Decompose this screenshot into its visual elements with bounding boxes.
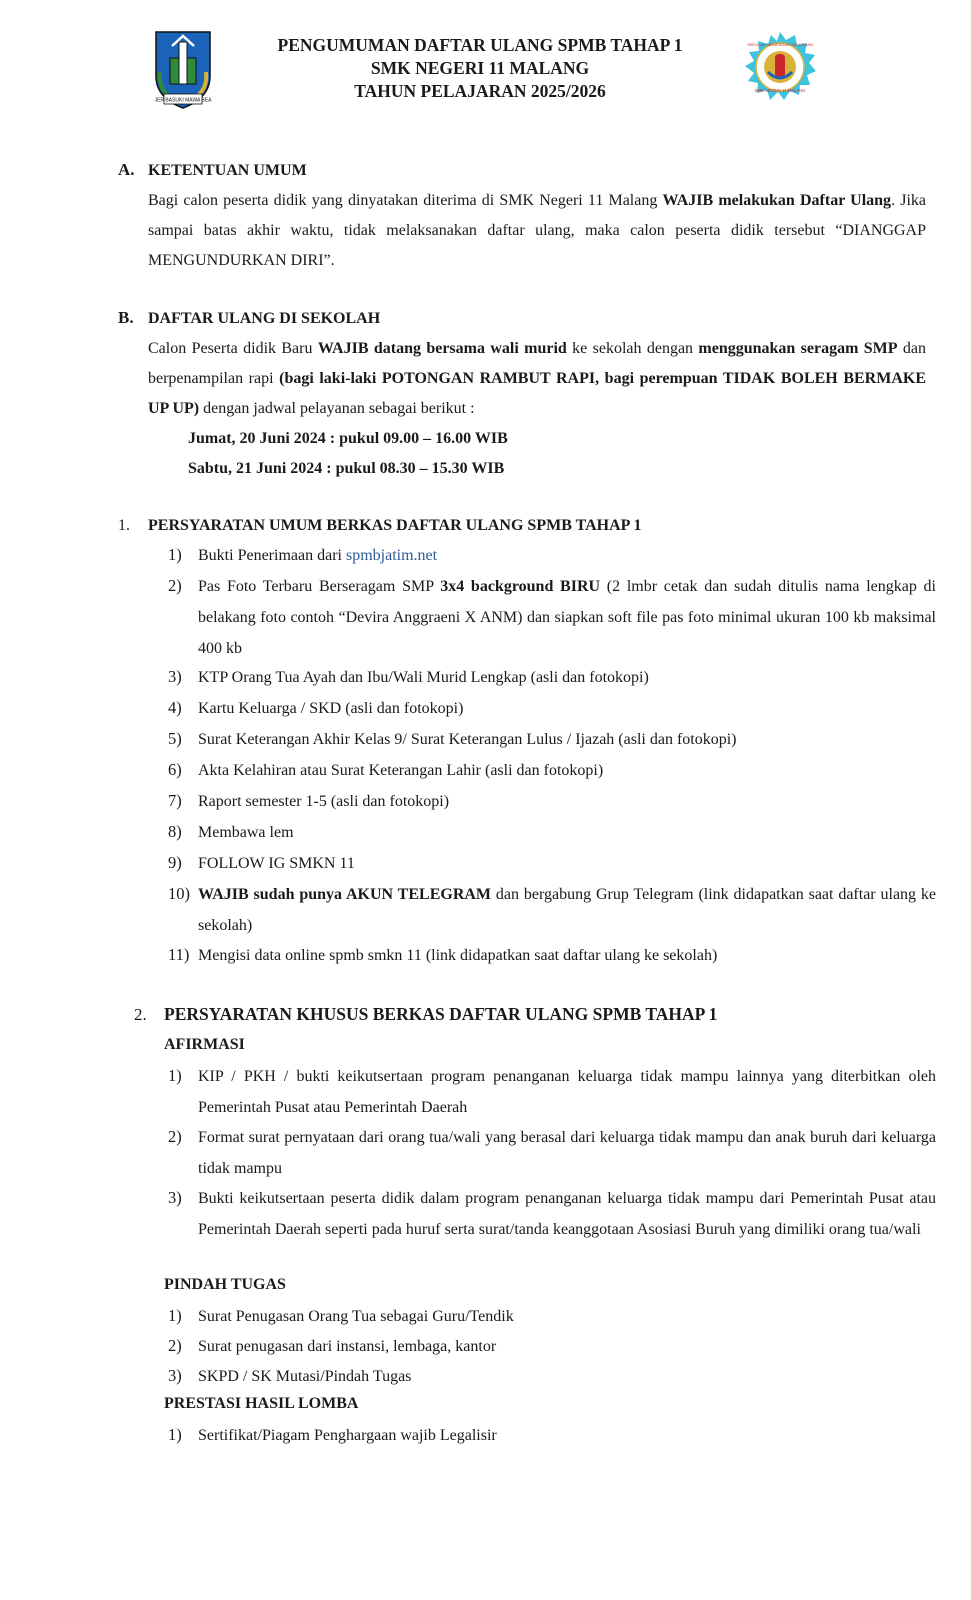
- item-text: Pas Foto Terbaru Berseragam SMP: [198, 578, 441, 595]
- section-b-letter: B.: [118, 308, 134, 327]
- section-a-text: Bagi calon peserta didik yang dinyatakan diterima di SMK Negeri 11 Malang: [148, 192, 663, 209]
- title-line-2: SMK NEGERI 11 MALANG: [370, 58, 590, 78]
- section-a-bold: WAJIB melakukan Daftar Ulang: [662, 192, 892, 209]
- item-text: dan bergabung Grup Telegram (link didapatkan saat daftar ulang ke sekolah): [198, 886, 937, 934]
- section-1-title: PERSYARATAN UMUM BERKAS DAFTAR ULANG SPMB TAHAP 1: [148, 517, 642, 534]
- list-item: Raport semester 1-5 (asli dan fotokopi): [198, 793, 450, 810]
- list-item: Mengisi data online spmb smkn 11 (link didapatkan saat daftar ulang ke sekolah): [198, 947, 718, 964]
- item-text: Bukti Penerimaan dari: [198, 547, 346, 564]
- list-number: 6): [168, 760, 182, 779]
- list-number: 7): [168, 791, 182, 810]
- item-text-2: (2 lmbr cetak dan sudah ditulis nama lengkap di belakang foto contoh “Devira Anggraeni X ANM) dan siapkan soft file pas foto minimal ukuran 100 kb maksimal 400 kb: [198, 578, 936, 657]
- list-item: [198, 540, 936, 571]
- list-item: KTP Orang Tua Ayah dan Ibu/Wali Murid Lengkap (asli dan fotokopi): [198, 669, 649, 686]
- section-b-bold-3: (bagi laki-laki POTONGAN RAMBUT RAPI, bagi perempuan TIDAK BOLEH BERMAKE UP UP): [148, 370, 926, 417]
- smkn11-logo-icon: [742, 30, 818, 106]
- list-item: Akta Kelahiran atau Surat Keterangan Lahir (asli dan fotokopi): [198, 762, 604, 779]
- section-a-title: KETENTUAN UMUM: [148, 162, 307, 179]
- list-number: 1): [168, 1066, 182, 1085]
- section-b-title: DAFTAR ULANG DI SEKOLAH: [148, 310, 381, 327]
- schedule-day-2: Sabtu, 21 Juni 2024 : pukul 08.30 – 15.30 WIB: [188, 460, 505, 477]
- schedule-day-1: Jumat, 20 Juni 2024 : pukul 09.00 – 16.00 WIB: [188, 430, 508, 447]
- logo-bottom-text: SMK NEGERI 11 MALANG: [754, 88, 806, 93]
- section-2-number: 2.: [134, 1005, 147, 1024]
- section-2-title: PERSYARATAN KHUSUS BERKAS DAFTAR ULANG SPMB TAHAP 1: [164, 1004, 718, 1024]
- title-line-1: PENGUMUMAN DAFTAR ULANG SPMB TAHAP 1: [277, 35, 683, 55]
- section-a-paragraph: [148, 186, 926, 276]
- list-item: [198, 571, 936, 664]
- list-number: 2): [168, 576, 182, 595]
- section-1-number: 1.: [118, 517, 130, 534]
- item-bold: WAJIB sudah punya AKUN TELEGRAM: [198, 886, 492, 903]
- list-number: 2): [168, 1127, 182, 1146]
- jawa-timur-emblem-icon: [150, 28, 216, 110]
- list-number: 10): [168, 884, 190, 903]
- list-number: 9): [168, 853, 182, 872]
- section-b-text-2: ke sekolah dengan: [566, 340, 699, 357]
- afirmasi-heading: AFIRMASI: [164, 1036, 245, 1053]
- spmbjatim-link[interactable]: spmbjatim.net: [345, 547, 438, 564]
- list-number: 3): [168, 1366, 182, 1385]
- list-number: 1): [168, 1425, 182, 1444]
- prestasi-heading: PRESTASI HASIL LOMBA: [164, 1395, 359, 1412]
- page-title: [230, 34, 730, 103]
- list-item: KIP / PKH / bukti keikutsertaan program penanganan keluarga tidak mampu lainnya yang diterbitkan oleh Pemerintah Pusat atau Pemerintah Daerah: [198, 1068, 936, 1116]
- pindah-tugas-heading: PINDAH TUGAS: [164, 1276, 286, 1293]
- logo-top-text: SEKOLAH MENENGAH KEJURUAN: [747, 42, 813, 47]
- list-item: Surat Keterangan Akhir Kelas 9/ Surat Keterangan Lulus / Ijazah (asli dan fotokopi): [198, 731, 737, 748]
- list-item: FOLLOW IG SMKN 11: [198, 855, 355, 872]
- list-number: 2): [168, 1336, 182, 1355]
- list-item: Sertifikat/Piagam Penghargaan wajib Legalisir: [198, 1427, 497, 1444]
- list-number: 4): [168, 698, 182, 717]
- list-item: Surat penugasan dari instansi, lembaga, kantor: [198, 1338, 497, 1355]
- list-number: 8): [168, 822, 182, 841]
- item-bold: 3x4 background BIRU: [440, 578, 601, 595]
- section-b-bold-1: WAJIB datang bersama wali murid: [317, 340, 567, 357]
- section-a-letter: A.: [118, 160, 135, 179]
- list-item: [198, 879, 936, 941]
- list-item: Format surat pernyataan dari orang tua/wali yang berasal dari keluarga tidak mampu dan anak buruh dari keluarga tidak mampu: [198, 1129, 936, 1177]
- emblem-motto: JER BASUKI MAWA BEA: [154, 97, 212, 104]
- list-item: Kartu Keluarga / SKD (asli dan fotokopi): [198, 700, 464, 717]
- list-item: Bukti keikutsertaan peserta didik dalam program penanganan keluarga tidak mampu dari Pemerintah Pusat atau Pemerintah Daerah seperti pada huruf serta surat/tanda keanggotaan Asosiasi Buruh yang dimiliki orang tua/wali: [198, 1190, 936, 1238]
- list-number: 5): [168, 729, 182, 748]
- section-b-bold-2: menggunakan seragam SMP: [698, 340, 898, 357]
- section-b-text-3: dan berpenampilan rapi: [148, 340, 927, 387]
- list-number: 11): [168, 945, 190, 964]
- title-line-3: TAHUN PELAJARAN 2025/2026: [354, 81, 606, 101]
- list-number: 1): [168, 1306, 182, 1325]
- list-number: 1): [168, 545, 182, 564]
- section-b-text-1: Calon Peserta didik Baru: [148, 340, 318, 357]
- list-number: 3): [168, 667, 182, 686]
- section-b-text-4: dengan jadwal pelayanan sebagai berikut :: [199, 400, 475, 417]
- section-a-text-2: . Jika sampai batas akhir waktu, tidak melaksanakan daftar ulang, maka calon peserta didik tersebut “DIANGGAP MENGUNDURKAN DIRI”.: [148, 192, 926, 269]
- list-number: 3): [168, 1188, 182, 1207]
- section-b-paragraph: [148, 334, 926, 424]
- list-item: SKPD / SK Mutasi/Pindah Tugas: [198, 1368, 412, 1385]
- list-item: Membawa lem: [198, 824, 294, 841]
- list-item: Surat Penugasan Orang Tua sebagai Guru/Tendik: [198, 1308, 514, 1325]
